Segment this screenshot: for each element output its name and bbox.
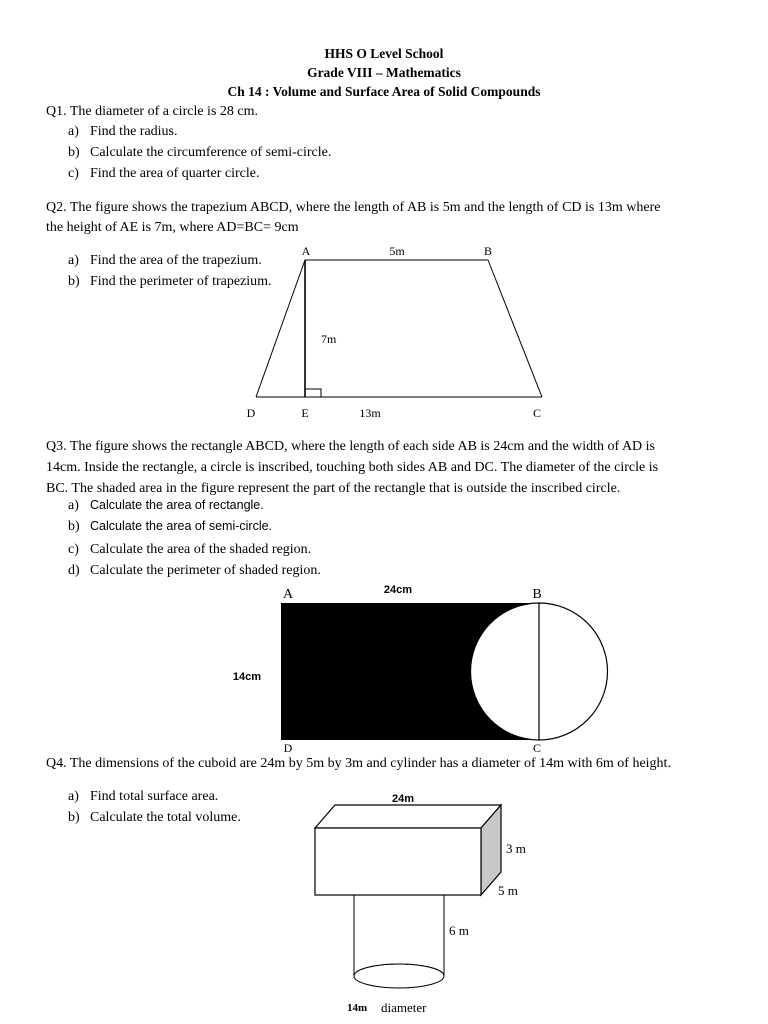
label-height: 3 m — [506, 841, 526, 856]
label-diameter-word: diameter — [381, 1000, 427, 1015]
label-depth: 5 m — [498, 883, 518, 898]
q4-part-a: a) Find total surface area. — [68, 789, 219, 804]
q2-part-a: a) Find the area of the trapezium. — [68, 253, 262, 268]
q3-text-line3: BC. The shaded area in the figure represent the part of the rectangle that is outside the inscribed circle. — [46, 481, 621, 496]
q2-part-b: b) Find the perimeter of trapezium. — [68, 274, 272, 289]
label-a: A — [301, 244, 311, 258]
q2-text-line2: the height of AE is 7m, where AD=BC= 9cm — [46, 220, 299, 235]
q4-part-b: b) Calculate the total volume. — [68, 810, 241, 825]
label-b: B — [483, 244, 493, 258]
label-diameter-value: 14m — [347, 1002, 368, 1014]
label-width: 14cm — [232, 671, 262, 683]
label-a: A — [282, 587, 294, 602]
q3-part-b: b) Calculate the area of semi-circle. — [68, 519, 273, 534]
q1-part-c: c) Find the area of quarter circle. — [68, 166, 260, 181]
q3-part-a: a) Calculate the area of rectangle. — [68, 498, 264, 513]
label-cylinder-height: 6 m — [449, 923, 469, 938]
label-d: D — [283, 741, 293, 755]
label-c: C — [532, 406, 542, 420]
label-length: 24m — [391, 793, 415, 805]
label-top-length: 5m — [389, 244, 405, 258]
label-c: C — [532, 741, 542, 755]
q3-part-c: c) Calculate the area of the shaded region. — [68, 542, 312, 557]
label-e: E — [301, 406, 309, 420]
cuboid-front-face — [315, 828, 481, 895]
q3-text-line2: 14cm. Inside the rectangle, a circle is inscribed, touching both sides AB and DC. The diameter of the circle is — [46, 460, 659, 475]
grade-title: Grade VIII – Mathematics — [307, 65, 461, 80]
q3-part-d: d) Calculate the perimeter of shaded region. — [68, 563, 321, 578]
chapter-title: Ch 14 : Volume and Surface Area of Solid Compounds — [227, 84, 541, 99]
q3-text-line1: Q3. The figure shows the rectangle ABCD, where the length of each side AB is 24cm and the width of AD is — [46, 439, 656, 454]
cuboid-top-face — [315, 805, 501, 828]
label-d: D — [246, 406, 256, 420]
label-length: 24cm — [383, 584, 413, 596]
label-bottom-length: 13m — [359, 406, 381, 420]
label-height: 7m — [321, 332, 337, 346]
school-name: HHS O Level School — [324, 46, 444, 61]
q4-text: Q4. The dimensions of the cuboid are 24m by 5m by 3m and cylinder has a diameter of 14m with 6m of height. — [46, 756, 671, 771]
q1-part-a: a) Find the radius. — [68, 124, 178, 139]
q2-text-line1: Q2. The figure shows the trapezium ABCD, where the length of AB is 5m and the length of CD is 13m where — [46, 200, 661, 215]
q1-text: Q1. The diameter of a circle is 28 cm. — [46, 104, 258, 119]
q1-part-b: b) Calculate the circumference of semi-circle. — [68, 145, 332, 160]
label-b: B — [532, 587, 542, 602]
